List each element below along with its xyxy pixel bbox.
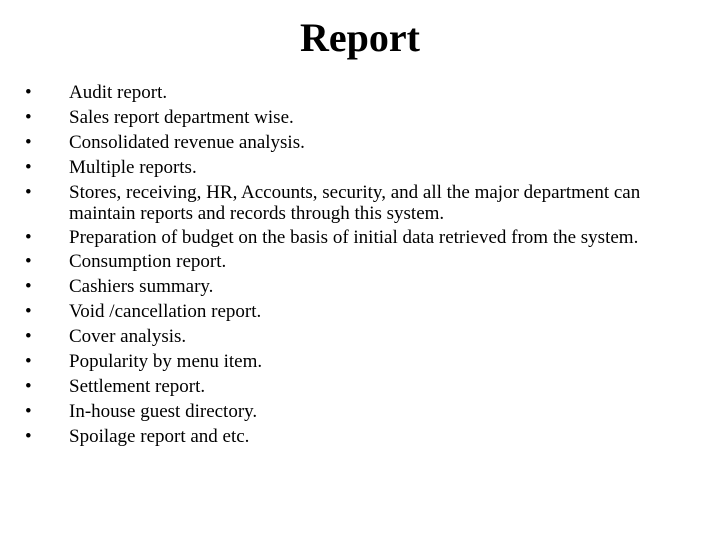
list-item-text: Multiple reports. bbox=[69, 157, 197, 178]
bullet-icon: • bbox=[25, 426, 32, 447]
bullet-list bbox=[25, 82, 705, 451]
list-item-text: Stores, receiving, HR, Accounts, security, and all the major department can maintain reports and records through this system. bbox=[69, 182, 641, 224]
list-item bbox=[25, 182, 705, 224]
list-item-text: Cashiers summary. bbox=[69, 276, 214, 297]
list-item-text: Sales report department wise. bbox=[69, 107, 294, 128]
bullet-icon: • bbox=[25, 351, 32, 372]
bullet-icon: • bbox=[25, 326, 32, 347]
list-item-text: Settlement report. bbox=[69, 376, 206, 397]
list-item bbox=[25, 376, 705, 398]
bullet-icon: • bbox=[25, 132, 32, 153]
list-item-text: Spoilage report and etc. bbox=[69, 426, 250, 447]
bullet-icon: • bbox=[25, 227, 32, 248]
list-item bbox=[25, 227, 705, 248]
bullet-icon: • bbox=[25, 376, 32, 397]
list-item bbox=[25, 107, 705, 129]
list-item bbox=[25, 276, 705, 298]
list-item-text: Consolidated revenue analysis. bbox=[69, 132, 305, 153]
bullet-icon: • bbox=[25, 107, 32, 128]
list-item bbox=[25, 401, 705, 423]
list-item bbox=[25, 351, 705, 373]
bullet-icon: • bbox=[25, 157, 32, 178]
list-item bbox=[25, 251, 705, 273]
list-item bbox=[25, 157, 705, 179]
bullet-icon: • bbox=[25, 182, 32, 203]
bullet-icon: • bbox=[25, 401, 32, 422]
list-item bbox=[25, 82, 705, 104]
list-item bbox=[25, 132, 705, 154]
list-item bbox=[25, 301, 705, 323]
bullet-icon: • bbox=[25, 301, 32, 322]
list-item bbox=[25, 326, 705, 348]
bullet-icon: • bbox=[25, 82, 32, 103]
slide-title: Report bbox=[300, 15, 420, 60]
list-item bbox=[25, 426, 705, 448]
list-item-text: Preparation of budget on the basis of initial data retrieved from the system. bbox=[69, 227, 639, 248]
list-item-text: Audit report. bbox=[69, 82, 168, 103]
list-item-text: In-house guest directory. bbox=[69, 401, 258, 422]
bullet-icon: • bbox=[25, 251, 32, 272]
bullet-icon: • bbox=[25, 276, 32, 297]
list-item-text: Void /cancellation report. bbox=[69, 301, 262, 322]
list-item-text: Cover analysis. bbox=[69, 326, 187, 347]
list-item-text: Consumption report. bbox=[69, 251, 227, 272]
list-item-text: Popularity by menu item. bbox=[69, 351, 263, 372]
